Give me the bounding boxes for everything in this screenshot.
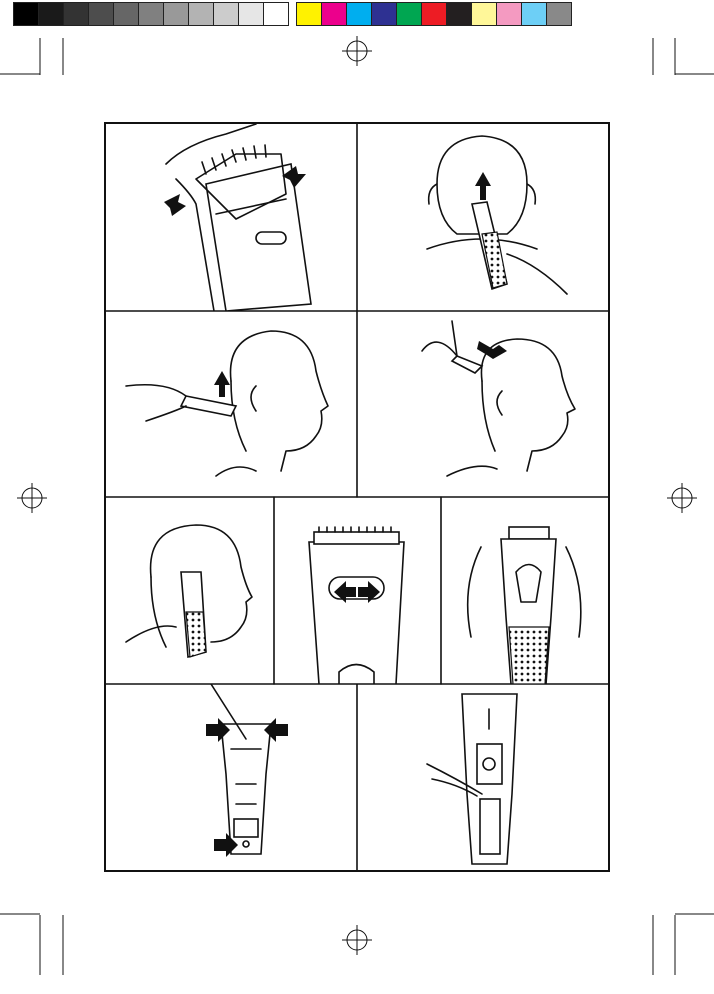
open-housing-icon [106, 684, 357, 870]
registration-target-left [17, 483, 47, 513]
panel-adjust-length [274, 497, 441, 684]
panel-remove-battery [357, 684, 608, 870]
panel-trim-sideburn [106, 497, 274, 684]
comb-attachment-icon [106, 124, 357, 311]
length-switch-icon [274, 497, 441, 684]
battery-removal-icon [357, 684, 608, 870]
registration-target-bottom [342, 925, 372, 955]
trim-nape-icon [357, 124, 608, 311]
panel-hold-trimmer [441, 497, 608, 684]
panel-trim-nape [357, 124, 608, 311]
panel-trim-side [106, 311, 357, 497]
illustration-frame [104, 122, 610, 872]
panel-trim-top [357, 311, 608, 497]
trim-sideburn-icon [106, 497, 274, 684]
trim-top-icon [357, 311, 608, 497]
trim-side-icon [106, 311, 357, 497]
hold-trimmer-icon [441, 497, 608, 684]
registration-target-right [667, 483, 697, 513]
panel-attach-comb [106, 124, 357, 311]
registration-target-top [342, 36, 372, 66]
panel-open-housing [106, 684, 357, 870]
